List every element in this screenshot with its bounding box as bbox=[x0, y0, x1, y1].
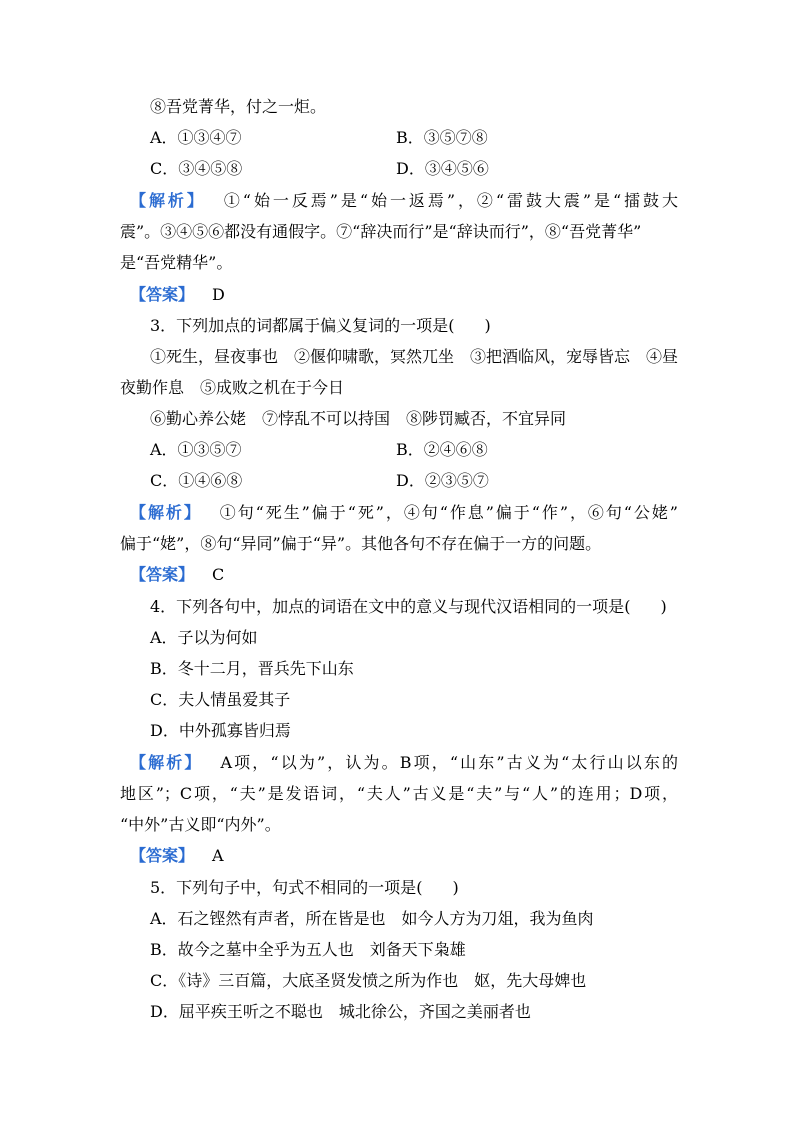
q5-option-c: C．《诗》三百篇，大底圣贤发愤之所为作也 妪，先大母婢也 bbox=[150, 971, 587, 990]
q2-answer: 【答案】 D bbox=[130, 285, 225, 304]
q4-stem: 4．下列各句中，加点的词语在文中的意义与现代汉语相同的一项是( ) bbox=[150, 597, 667, 616]
q3-answer: 【答案】 C bbox=[130, 565, 225, 584]
q4-option-d: D．中外孤寡皆归焉 bbox=[150, 721, 291, 740]
q5-option-b: B．故今之墓中全乎为五人也 刘备天下枭雄 bbox=[150, 940, 466, 959]
q3-analysis-line-1: 【解析】 ①句“死生”偏于“死”，④句“作息”偏于“作”，⑥句“公姥” bbox=[130, 503, 678, 522]
q3-option-b: B．②④⑥⑧ bbox=[396, 440, 488, 459]
q3-option-a: A．①③⑤⑦ bbox=[150, 440, 242, 459]
q2-analysis-line-2: 震”。③④⑤⑥都没有通假字。⑦“辞决而行”是“辞诀而行”，⑧“吾党菁华” bbox=[120, 222, 642, 241]
q2-option-c: C．③④⑤⑧ bbox=[150, 159, 243, 178]
q2-analysis-line-1: 【解析】 ①“始一反焉”是“始一返焉”，②“雷鼓大震”是“擂鼓大 bbox=[130, 191, 678, 210]
q2-option-d: D．③④⑤⑥ bbox=[396, 159, 489, 178]
q2-analysis-line-3: 是“吾党精华”。 bbox=[120, 253, 233, 272]
q5-option-d: D．屈平疾王听之不聪也 城北徐公，齐国之美丽者也 bbox=[150, 1002, 531, 1021]
q4-option-b: B．冬十二月，晋兵先下山东 bbox=[150, 659, 354, 678]
q4-answer: 【答案】 A bbox=[130, 846, 224, 865]
q3-stem: 3．下列加点的词都属于偏义复词的一项是( ) bbox=[150, 316, 491, 335]
q3-option-d: D．②③⑤⑦ bbox=[396, 471, 489, 490]
q4-option-c: C．夫人情虽爱其子 bbox=[150, 690, 291, 709]
q5-stem: 5．下列句子中，句式不相同的一项是( ) bbox=[150, 878, 459, 897]
q5-option-a: A．石之铿然有声者，所在皆是也 如今人方为刀俎，我为鱼肉 bbox=[150, 909, 594, 928]
q3-items-line-1: ①死生，昼夜事也 ②偃仰啸歌，冥然兀坐 ③把酒临风，宠辱皆忘 ④昼 bbox=[150, 347, 679, 366]
answer-label: 【答案】 bbox=[130, 285, 195, 304]
q3-analysis-line-2: 偏于“姥”，⑧句“异同”偏于“异”。其他各句不存在偏于一方的问题。 bbox=[120, 534, 602, 553]
q4-analysis-line-2: 地区”；C项，“夫”是发语词，“夫人”古义是“夫”与“人”的连用；D项， bbox=[120, 784, 678, 803]
q2-item-8: ⑧吾党菁华，付之一炬。 bbox=[150, 97, 327, 116]
q3-items-line-3: ⑥勤心养公姥 ⑦悖乱不可以持国 ⑧陟罚臧否，不宜异同 bbox=[150, 409, 567, 428]
q3-option-c: C．①④⑥⑧ bbox=[150, 471, 243, 490]
analysis-label: 【解析】 bbox=[130, 191, 206, 210]
q4-analysis-line-1: 【解析】 A项，“以为”，认为。B项，“山东”古义为“太行山以东的 bbox=[130, 753, 678, 772]
q2-option-b: B．③⑤⑦⑧ bbox=[396, 128, 488, 147]
q2-option-a: A．①③④⑦ bbox=[150, 128, 242, 147]
q4-analysis-line-3: “中外”古义即“内外”。 bbox=[120, 815, 281, 834]
q4-option-a: A．子以为何如 bbox=[150, 628, 258, 647]
q3-items-line-2: 夜勤作息 ⑤成败之机在于今日 bbox=[120, 378, 345, 397]
